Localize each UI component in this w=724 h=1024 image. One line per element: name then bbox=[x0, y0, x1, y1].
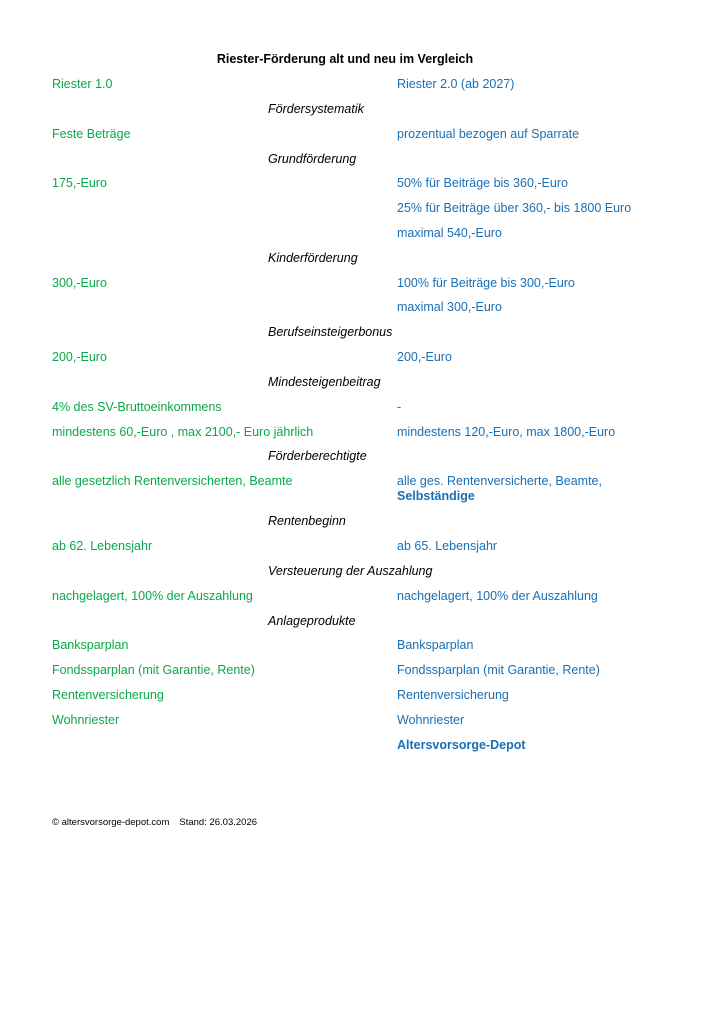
left-value: 175,-Euro bbox=[52, 176, 107, 190]
left-value: 4% des SV-Bruttoeinkommens bbox=[52, 400, 222, 414]
right-value: prozentual bezogen auf Sparrate bbox=[397, 127, 580, 141]
stand-date: Stand: 26.03.2026 bbox=[179, 817, 258, 828]
right-value: alle ges. Rentenversicherte, Beamte, bbox=[397, 474, 602, 488]
right-value: Rentenversicherung bbox=[397, 688, 509, 702]
left-value: 300,-Euro bbox=[52, 276, 107, 290]
right-value: 25% für Beiträge über 360,- bis 1800 Euro bbox=[397, 201, 632, 215]
right-value-highlight: Selbständige bbox=[397, 489, 475, 503]
left-column-header: Riester 1.0 bbox=[52, 77, 113, 91]
left-value: Rentenversicherung bbox=[52, 688, 164, 702]
right-value: 200,-Euro bbox=[397, 350, 452, 364]
left-value: Banksparplan bbox=[52, 638, 129, 652]
left-value: alle gesetzlich Rentenversicherten, Beamte bbox=[52, 474, 293, 488]
footer bbox=[52, 817, 257, 828]
section-label-grundfoerderung: Grundförderung bbox=[268, 152, 357, 166]
section-label-foerderberechtigte: Förderberechtigte bbox=[268, 449, 367, 463]
section-label-berufseinsteigerbonus: Berufseinsteigerbonus bbox=[268, 325, 393, 339]
right-value: Banksparplan bbox=[397, 638, 474, 652]
right-value: 50% für Beiträge bis 360,-Euro bbox=[397, 176, 568, 190]
right-value: mindestens 120,-Euro, max 1800,-Euro bbox=[397, 425, 616, 439]
copyright-text: © altersvorsorge-depot.com bbox=[52, 817, 170, 828]
section-label-foerdersystematik: Fördersystematik bbox=[268, 102, 364, 116]
left-value: mindestens 60,-Euro , max 2100,- Euro jährlich bbox=[52, 425, 314, 439]
section-label-mindesteigenbeitrag: Mindesteigenbeitrag bbox=[268, 375, 381, 389]
right-value: maximal 540,-Euro bbox=[397, 226, 502, 240]
right-value: Fondssparplan (mit Garantie, Rente) bbox=[397, 663, 600, 677]
right-value: maximal 300,-Euro bbox=[397, 300, 502, 314]
right-value: 100% für Beiträge bis 300,-Euro bbox=[397, 276, 575, 290]
left-value: 200,-Euro bbox=[52, 350, 107, 364]
left-value: nachgelagert, 100% der Auszahlung bbox=[52, 589, 253, 603]
right-value: nachgelagert, 100% der Auszahlung bbox=[397, 589, 598, 603]
left-value: Feste Beträge bbox=[52, 127, 131, 141]
right-value: - bbox=[397, 400, 402, 414]
right-value: ab 65. Lebensjahr bbox=[397, 539, 498, 553]
left-value: Fondssparplan (mit Garantie, Rente) bbox=[52, 663, 255, 677]
section-label-rentenbeginn: Rentenbeginn bbox=[268, 514, 346, 528]
right-value: Wohnriester bbox=[397, 713, 465, 727]
left-value: ab 62. Lebensjahr bbox=[52, 539, 153, 553]
section-label-anlageprodukte: Anlageprodukte bbox=[268, 614, 356, 628]
section-label-kinderfoerderung: Kinderförderung bbox=[268, 251, 358, 265]
document-title: Riester-Förderung alt und neu im Vergleich bbox=[216, 52, 474, 66]
left-value: Wohnriester bbox=[52, 713, 120, 727]
section-label-versteuerung: Versteuerung der Auszahlung bbox=[268, 564, 433, 578]
right-column-header: Riester 2.0 (ab 2027) bbox=[397, 77, 515, 91]
right-value-highlight: Altersvorsorge-Depot bbox=[397, 738, 526, 752]
